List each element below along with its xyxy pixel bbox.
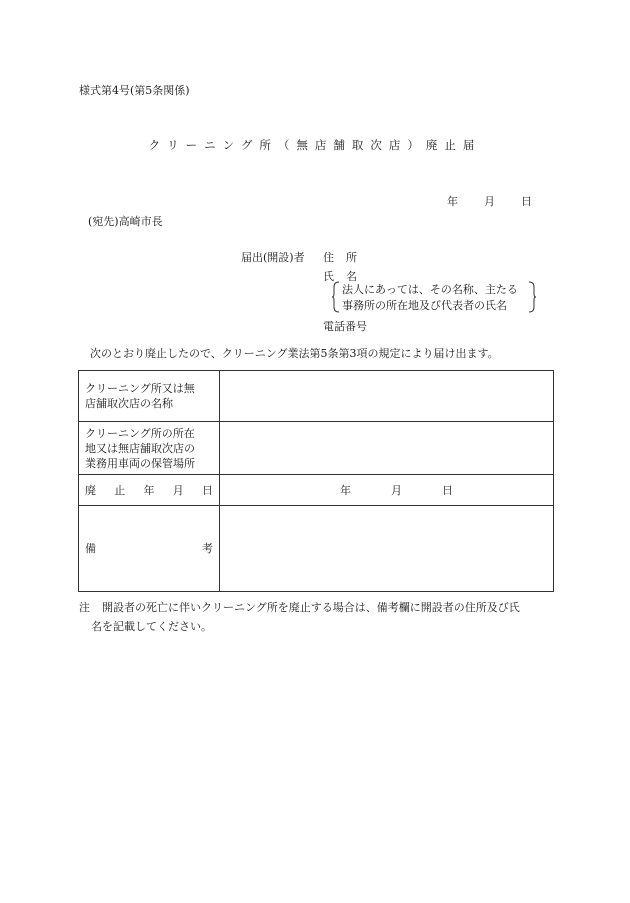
facility-name-label-line2: 店舗取次店の名称 <box>85 397 173 410</box>
table-row <box>79 506 554 592</box>
footnote <box>79 598 559 636</box>
facility-name-label <box>79 371 220 422</box>
closure-date-char: 廃 <box>85 483 96 497</box>
name-label: 氏名 <box>323 270 369 283</box>
closure-date-field[interactable] <box>220 475 554 506</box>
facility-name-field[interactable] <box>220 371 554 422</box>
facility-location-label-line1: クリーニング所の所在 <box>85 426 195 440</box>
facility-location-field[interactable] <box>220 422 554 475</box>
left-bracket-icon <box>332 281 340 313</box>
remarks-field[interactable] <box>220 506 554 592</box>
address-label: 住所 <box>323 251 369 264</box>
form-number: 様式第4号(第5条関係) <box>79 84 190 97</box>
recipient: (宛先)高崎市長 <box>88 215 163 228</box>
footnote-line1: 開設者の死亡に伴いクリーニング所を廃止する場合は、備考欄に開設者の住所及び氏 <box>102 601 520 614</box>
applicant-label: 届出(開設)者 <box>241 251 305 264</box>
closure-day-label: 日 <box>442 484 453 497</box>
corporate-note-line1: 法人にあっては、その名称、主たる <box>342 283 518 296</box>
corporate-note-text <box>342 282 518 314</box>
statement: 次のとおり廃止したので、クリーニング業法第5条第3項の規定により届け出ます。 <box>90 347 499 360</box>
closure-date-char: 日 <box>202 483 213 497</box>
closure-date-label <box>79 475 220 506</box>
facility-location-label-line2: 地又は無店舗取次店の <box>85 441 195 455</box>
closure-date-char: 止 <box>114 483 126 497</box>
footnote-line2: 名を記載してください。 <box>91 620 212 633</box>
date-year-label: 年 <box>447 195 458 208</box>
closure-date-char: 月 <box>172 483 184 497</box>
facility-location-label <box>79 422 220 475</box>
table-row <box>79 422 554 475</box>
phone-label: 電話番号 <box>323 320 367 333</box>
corporate-note <box>332 281 536 315</box>
table-row <box>79 371 554 422</box>
closure-year-label: 年 <box>340 484 351 497</box>
closure-form-table <box>78 370 554 592</box>
page-title: クリーニング所（無店舗取次店）廃止届 <box>148 138 482 152</box>
facility-location-label-line3: 業務用車両の保管場所 <box>85 456 195 470</box>
right-bracket-icon <box>528 281 536 313</box>
remarks-char: 備 <box>85 542 96 555</box>
facility-name-label-line1: クリーニング所又は無 <box>85 382 195 395</box>
table-row <box>79 475 554 506</box>
footnote-head: 注 <box>79 601 90 614</box>
submission-date <box>447 193 532 209</box>
closure-month-label: 月 <box>391 484 402 497</box>
remarks-label <box>79 506 220 592</box>
date-month-label: 月 <box>484 195 495 208</box>
date-day-label: 日 <box>521 195 532 208</box>
remarks-char: 考 <box>202 542 213 555</box>
corporate-note-line2: 事務所の所在地及び代表者の氏名 <box>342 299 507 312</box>
closure-date-char: 年 <box>143 483 155 497</box>
